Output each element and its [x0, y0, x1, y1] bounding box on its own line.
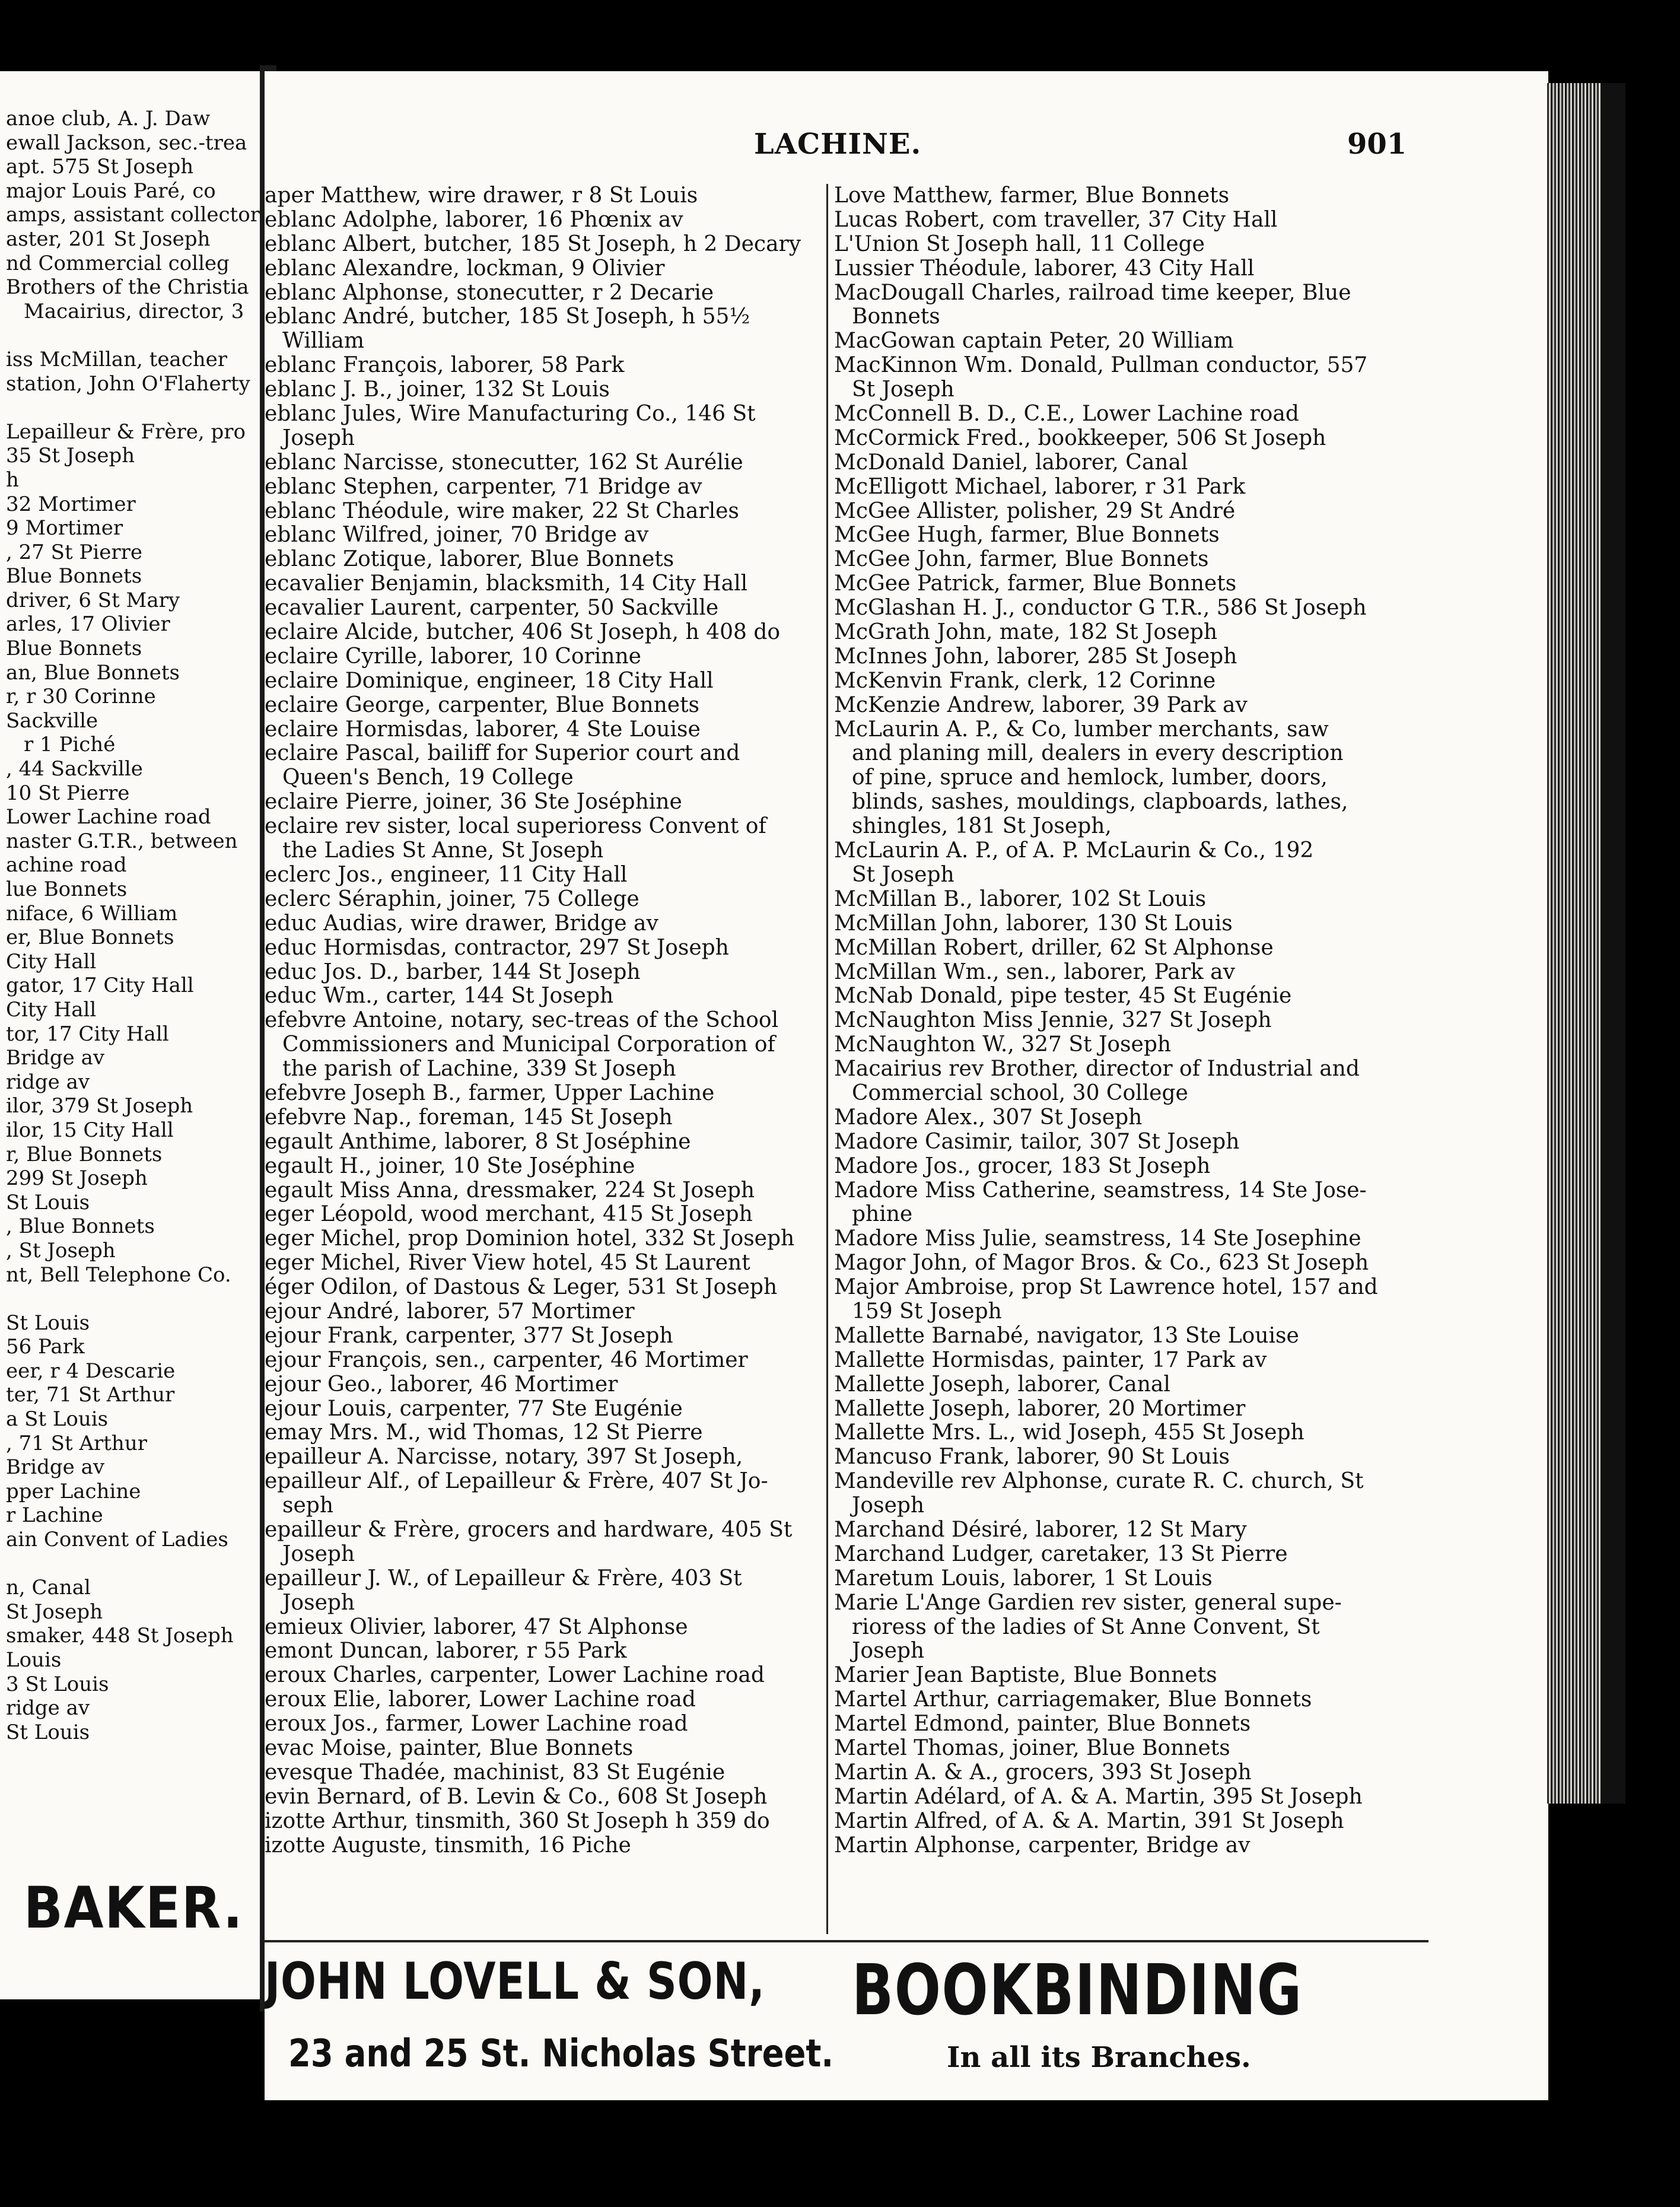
directory-entry-line: efebvre Antoine, notary, sec-treas of the School	[265, 1008, 779, 1033]
directory-entry-line: ecavalier Laurent, carpenter, 50 Sackville	[265, 596, 719, 621]
directory-entry-line: McGee Hugh, farmer, Blue Bonnets	[834, 523, 1220, 548]
directory-entry-line: the Ladies St Anne, St Joseph	[282, 838, 604, 863]
directory-entry-line: eclaire Dominique, engineer, 18 City Hall	[265, 668, 714, 693]
directory-entry-line: eclaire Cyrille, laborer, 10 Corinne	[265, 644, 641, 669]
book-edge-shadow	[1602, 83, 1625, 1804]
directory-entry-line: Lucas Robert, com traveller, 37 City Hall	[834, 207, 1278, 232]
directory-entry-line: eblanc François, laborer, 58 Park	[265, 353, 625, 378]
directory-entry-line: r, Blue Bonnets	[6, 1142, 163, 1166]
directory-entry-line: , 27 St Pierre	[6, 540, 142, 564]
directory-entry-line: 9 Mortimer	[6, 516, 123, 540]
directory-entry-line: Mallette Joseph, laborer, 20 Mortimer	[834, 1396, 1246, 1421]
directory-entry-line: an, Blue Bonnets	[6, 660, 180, 685]
directory-entry-line: evesque Thadée, machinist, 83 St Eugénie	[265, 1760, 726, 1785]
directory-entry-line: ewall Jackson, sec.-trea	[6, 131, 247, 155]
directory-entry-line: Martel Edmond, painter, Blue Bonnets	[834, 1712, 1251, 1737]
directory-entry-line: nd Commercial colleg	[6, 251, 230, 275]
directory-entry-line: pper Lachine	[6, 1479, 141, 1503]
column-divider	[826, 184, 828, 1934]
directory-entry-line: McKenvin Frank, clerk, 12 Corinne	[834, 668, 1216, 693]
directory-entry-line: of pine, spruce and hemlock, lumber, doors,	[852, 765, 1328, 790]
directory-entry-line: achine road	[6, 853, 127, 877]
directory-entry-line: aster, 201 St Joseph	[6, 227, 211, 251]
directory-entry-line: aper Matthew, wire drawer, r 8 St Louis	[265, 183, 698, 208]
directory-entry-line: Macairius rev Brother, director of Industrial and	[834, 1057, 1360, 1082]
directory-entry-line: Marie L'Ange Gardien rev sister, general supe-	[834, 1590, 1342, 1615]
directory-entry-line: and planing mill, dealers in every description	[852, 741, 1344, 766]
directory-entry-line: eblanc Adolphe, laborer, 16 Phœnix av	[265, 207, 683, 232]
directory-entry-line: ilor, 15 City Hall	[6, 1118, 174, 1142]
directory-entry-line: major Louis Paré, co	[6, 179, 216, 203]
directory-entry-line: Madore Miss Julie, seamstress, 14 Ste Josephine	[834, 1226, 1361, 1251]
directory-entry-line: Maretum Louis, laborer, 1 St Louis	[834, 1566, 1213, 1591]
directory-entry-line: Commissioners and Municipal Corporation of	[282, 1032, 775, 1057]
directory-entry-line: Macairius, director, 3	[24, 299, 244, 323]
directory-entry-line: McNaughton Miss Jennie, 327 St Joseph	[834, 1008, 1272, 1033]
directory-entry-line: anoe club, A. J. Daw	[6, 107, 211, 131]
directory-entry-line: er, Blue Bonnets	[6, 926, 174, 950]
directory-entry-line: lue Bonnets	[6, 877, 128, 901]
directory-entry-line: 159 St Joseph	[852, 1299, 1002, 1324]
directory-entry-line: , 44 Sackville	[6, 757, 143, 781]
directory-entry-line: Queen's Bench, 19 College	[282, 765, 574, 790]
directory-entry-line: Blue Bonnets	[6, 637, 142, 661]
directory-entry-line: driver, 6 St Mary	[6, 588, 180, 612]
directory-entry-line: éger Odilon, of Dastous & Leger, 531 St Joseph	[265, 1275, 778, 1300]
directory-entry-line: eblanc Alexandre, lockman, 9 Olivier	[265, 256, 665, 281]
directory-entry-line: Major Ambroise, prop St Lawrence hotel, 157 and	[834, 1275, 1378, 1300]
directory-entry-line: eblanc Albert, butcher, 185 St Joseph, h 2 Decary	[265, 231, 801, 256]
directory-entry-line: eroux Elie, laborer, Lower Lachine road	[265, 1687, 696, 1712]
directory-entry-line: McNaughton W., 327 St Joseph	[834, 1032, 1172, 1057]
directory-entry-line: McConnell B. D., C.E., Lower Lachine road	[834, 402, 1299, 427]
advertisement-publisher-address: 23 and 25 St. Nicholas Street.	[288, 2032, 834, 2076]
directory-entry-line: eblanc J. B., joiner, 132 St Louis	[265, 377, 610, 402]
directory-entry-line: epailleur Alf., of Lepailleur & Frère, 407 St Jo-	[265, 1469, 768, 1494]
directory-entry-line	[6, 323, 261, 348]
directory-entry-line: Mancuso Frank, laborer, 90 St Louis	[834, 1445, 1230, 1470]
directory-entry-line	[6, 1552, 261, 1576]
directory-entry-line: ecavalier Benjamin, blacksmith, 14 City Hall	[265, 571, 748, 596]
directory-entry-line: , Blue Bonnets	[6, 1214, 155, 1239]
directory-entry-line: eclaire rev sister, local superioress Convent of	[265, 814, 766, 839]
directory-entry-line: McMillan Robert, driller, 62 St Alphonse	[834, 935, 1274, 960]
directory-entry-line: Marchand Désiré, laborer, 12 St Mary	[834, 1517, 1247, 1542]
directory-entry-line: St Louis	[6, 1311, 90, 1335]
directory-entry-line: blinds, sashes, mouldings, clapboards, lathes,	[852, 790, 1348, 815]
directory-entry-line: MacKinnon Wm. Donald, Pullman conductor, 557	[834, 353, 1368, 378]
directory-entry-line: evac Moise, painter, Blue Bonnets	[265, 1736, 634, 1760]
directory-entry-line: 299 St Joseph	[6, 1166, 148, 1191]
directory-entry-line: the parish of Lachine, 339 St Joseph	[282, 1057, 676, 1082]
directory-entry-line: St Joseph	[852, 862, 954, 887]
directory-entry-line: eblanc André, butcher, 185 St Joseph, h 55½	[265, 304, 750, 329]
directory-entry-line: ejour François, sen., carpenter, 46 Mortimer	[265, 1347, 748, 1372]
directory-entry-line: McMillan Wm., sen., laborer, Park av	[834, 959, 1235, 984]
directory-entry-line: Martin Alphonse, carpenter, Bridge av	[834, 1833, 1251, 1858]
directory-entry-line: gator, 17 City Hall	[6, 974, 194, 998]
directory-entry-line	[6, 396, 261, 420]
directory-entry-line: McGrath John, mate, 182 St Joseph	[834, 620, 1218, 645]
directory-entry-line: egault Anthime, laborer, 8 St Joséphine	[265, 1129, 691, 1154]
directory-entry-line: eger Michel, prop Dominion hotel, 332 St Joseph	[265, 1226, 795, 1251]
directory-entry-line: emieux Olivier, laborer, 47 St Alphonse	[265, 1614, 688, 1639]
directory-entry-line: iss McMillan, teacher	[6, 347, 228, 371]
directory-entry-line: r 1 Piché	[24, 733, 116, 757]
directory-entry-line: Marchand Ludger, caretaker, 13 St Pierre	[834, 1541, 1288, 1566]
directory-entry-line: h	[6, 468, 19, 492]
directory-entry-line: izotte Auguste, tinsmith, 16 Piche	[265, 1833, 631, 1858]
directory-entry-line: William	[282, 329, 365, 354]
directory-entry-line: Mandeville rev Alphonse, curate R. C. church, St	[834, 1469, 1364, 1494]
directory-entry-line: Martel Arthur, carriagemaker, Blue Bonnets	[834, 1687, 1312, 1712]
directory-entry-line: eblanc Narcisse, stonecutter, 162 St Aurélie	[265, 450, 743, 475]
directory-entry-line: City Hall	[6, 997, 97, 1022]
directory-entry-line: MacDougall Charles, railroad time keeper, Blue	[834, 280, 1351, 305]
directory-entry-line: seph	[282, 1493, 334, 1518]
directory-entry-line: eblanc Théodule, wire maker, 22 St Charles	[265, 498, 739, 523]
directory-entry-line: McInnes John, laborer, 285 St Joseph	[834, 644, 1237, 669]
advertisement-bookbinding-title: BOOKBINDING	[852, 1949, 1303, 2031]
directory-entry-line: apt. 575 St Joseph	[6, 155, 194, 179]
directory-entry-line	[6, 1287, 261, 1311]
directory-entry-line: McCormick Fred., bookkeeper, 506 St Joseph	[834, 425, 1326, 450]
directory-entry-line: rioress of the ladies of St Anne Convent, St	[852, 1614, 1320, 1639]
directory-entry-line: educ Wm., carter, 144 St Joseph	[265, 984, 614, 1009]
directory-entry-line: emont Duncan, laborer, r 55 Park	[265, 1639, 627, 1664]
directory-entry-line: Joseph	[852, 1639, 925, 1664]
directory-entry-line: Mallette Joseph, laborer, Canal	[834, 1372, 1170, 1397]
directory-entry-line: egault Miss Anna, dressmaker, 224 St Joseph	[265, 1178, 755, 1203]
directory-entry-line: 32 Mortimer	[6, 492, 136, 516]
directory-entry-line: eger Léopold, wood merchant, 415 St Joseph	[265, 1202, 753, 1227]
directory-entry-line: amps, assistant collector	[6, 203, 260, 227]
advertisement-bookbinding-subtitle: In all its Branches.	[947, 2041, 1251, 2074]
directory-entry-line: eblanc Zotique, laborer, Blue Bonnets	[265, 547, 674, 572]
directory-entry-line: arles, 17 Olivier	[6, 612, 170, 637]
directory-entry-line: , St Joseph	[6, 1238, 116, 1262]
directory-entry-line: 10 St Pierre	[6, 781, 130, 805]
directory-entry-line: eclaire Pierre, joiner, 36 Ste Joséphine	[265, 790, 682, 815]
directory-entry-line: ejour Geo., laborer, 46 Mortimer	[265, 1372, 618, 1397]
directory-entry-line: 56 Park	[6, 1335, 85, 1359]
directory-entry-line: Joseph	[282, 1590, 355, 1615]
directory-entry-line: McElligott Michael, laborer, r 31 Park	[834, 474, 1246, 499]
directory-entry-line: egault H., joiner, 10 Ste Joséphine	[265, 1153, 635, 1178]
directory-entry-line: eblanc Stephen, carpenter, 71 Bridge av	[265, 474, 702, 499]
directory-entry-line: epailleur & Frère, grocers and hardware, 405 St	[265, 1517, 793, 1542]
directory-entry-line: McLaurin A. P., of A. P. McLaurin & Co., 192	[834, 838, 1314, 863]
directory-entry-line: 3 St Louis	[6, 1672, 109, 1696]
footer-rule	[265, 1940, 1428, 1942]
directory-entry-line: eclerc Jos., engineer, 11 City Hall	[265, 862, 628, 887]
directory-entry-line: Blue Bonnets	[6, 564, 142, 589]
directory-entry-line: St Joseph	[6, 1599, 103, 1624]
directory-entry-line: eroux Charles, carpenter, Lower Lachine road	[265, 1663, 765, 1688]
directory-entry-line: Martel Thomas, joiner, Blue Bonnets	[834, 1736, 1230, 1760]
directory-entry-line: McGee Allister, polisher, 29 St André	[834, 498, 1236, 523]
directory-entry-line: r Lachine	[6, 1503, 103, 1528]
directory-entry-line: niface, 6 William	[6, 901, 178, 926]
directory-entry-line: Commercial school, 30 College	[852, 1080, 1188, 1105]
directory-entry-line: McKenzie Andrew, laborer, 39 Park av	[834, 692, 1248, 717]
directory-entry-line: ilor, 379 St Joseph	[6, 1094, 193, 1118]
directory-entry-line: emay Mrs. M., wid Thomas, 12 St Pierre	[265, 1420, 703, 1445]
directory-entry-line: St Louis	[6, 1190, 90, 1214]
directory-entry-line: Louis	[6, 1648, 62, 1672]
directory-entry-line: ridge av	[6, 1070, 90, 1094]
directory-entry-line: ejour Frank, carpenter, 377 St Joseph	[265, 1323, 673, 1348]
directory-entry-line: Brothers of the Christia	[6, 275, 249, 300]
directory-entry-line: eroux Jos., farmer, Lower Lachine road	[265, 1712, 688, 1737]
directory-entry-line: McGlashan H. J., conductor G T.R., 586 St Joseph	[834, 596, 1367, 621]
directory-entry-line: McMillan B., laborer, 102 St Louis	[834, 886, 1207, 911]
directory-entry-line: Sackville	[6, 708, 98, 733]
directory-entry-line: educ Jos. D., barber, 144 St Joseph	[265, 959, 641, 984]
directory-entry-line: Lower Lachine road	[6, 805, 211, 829]
directory-entry-line: Marier Jean Baptiste, Blue Bonnets	[834, 1663, 1217, 1688]
directory-entry-line: McNab Donald, pipe tester, 45 St Eugénie	[834, 984, 1292, 1009]
directory-entry-line: St Louis	[6, 1720, 90, 1744]
directory-entry-line: r, r 30 Corinne	[6, 685, 156, 709]
directory-entry-line: Mallette Hormisdas, painter, 17 Park av	[834, 1347, 1267, 1372]
left-column	[265, 184, 817, 1858]
directory-entry-line: Madore Alex., 307 St Joseph	[834, 1105, 1143, 1130]
directory-entry-line: City Hall	[6, 949, 97, 974]
directory-entry-line: L'Union St Joseph hall, 11 College	[834, 231, 1205, 256]
directory-entry-line: educ Audias, wire drawer, Bridge av	[265, 911, 658, 936]
directory-entry-line: a St Louis	[6, 1407, 109, 1432]
directory-entry-line: eclaire Hormisdas, laborer, 4 Ste Louise	[265, 717, 701, 742]
right-column	[834, 184, 1428, 1858]
directory-entry-line: station, John O'Flaherty	[6, 371, 250, 396]
directory-entry-line: eblanc Wilfred, joiner, 70 Bridge av	[265, 523, 649, 548]
directory-entry-line: Love Matthew, farmer, Blue Bonnets	[834, 183, 1230, 208]
directory-entry-line: Mallette Barnabé, navigator, 13 Ste Louise	[834, 1323, 1299, 1348]
directory-entry-line: ain Convent of Ladies	[6, 1528, 228, 1552]
directory-entry-line: Magor John, of Magor Bros. & Co., 623 St Joseph	[834, 1251, 1369, 1276]
directory-entry-line: eclaire Alcide, butcher, 406 St Joseph, h 408 do	[265, 620, 781, 645]
directory-entry-line: Joseph	[282, 425, 355, 450]
page-number: 901	[1347, 128, 1407, 161]
previous-page-lines	[6, 107, 261, 1744]
directory-entry-line: Lepailleur & Frère, pro	[6, 419, 246, 444]
directory-entry-line: MacGowan captain Peter, 20 William	[834, 329, 1234, 354]
page-title: LACHINE.	[754, 128, 922, 161]
directory-entry-line: , 71 St Arthur	[6, 1431, 147, 1455]
directory-entry-line: Mallette Mrs. L., wid Joseph, 455 St Joseph	[834, 1420, 1304, 1445]
directory-entry-line: epailleur A. Narcisse, notary, 397 St Joseph,	[265, 1445, 743, 1470]
directory-entry-line: efebvre Nap., foreman, 145 St Joseph	[265, 1105, 673, 1130]
directory-entry-line: Martin Adélard, of A. & A. Martin, 395 St Joseph	[834, 1784, 1363, 1809]
directory-entry-line: ter, 71 St Arthur	[6, 1383, 175, 1407]
directory-entry-line: McGee Patrick, farmer, Blue Bonnets	[834, 571, 1237, 596]
directory-entry-line: McLaurin A. P., & Co, lumber merchants, saw	[834, 717, 1329, 742]
directory-entry-line: educ Hormisdas, contractor, 297 St Joseph	[265, 935, 729, 960]
directory-entry-line: McDonald Daniel, laborer, Canal	[834, 450, 1188, 475]
directory-entry-line: naster G.T.R., between	[6, 829, 238, 853]
directory-entry-line: Bridge av	[6, 1455, 105, 1480]
directory-entry-line: eclerc Séraphin, joiner, 75 College	[265, 886, 639, 911]
directory-entry-line: Bridge av	[6, 1046, 105, 1070]
directory-entry-line: eclaire Pascal, bailiff for Superior court and	[265, 741, 740, 766]
directory-entry-line: n, Canal	[6, 1576, 91, 1600]
directory-entry-line: eblanc Alphonse, stonecutter, r 2 Decarie	[265, 280, 714, 305]
directory-page	[265, 71, 1548, 2100]
directory-entry-line: phine	[852, 1202, 913, 1227]
directory-entry-line: eer, r 4 Descarie	[6, 1359, 176, 1383]
directory-entry-line: Joseph	[282, 1541, 355, 1566]
directory-entry-line: izotte Arthur, tinsmith, 360 St Joseph h 359 do	[265, 1808, 770, 1833]
directory-entry-line: evin Bernard, of B. Levin & Co., 608 St Joseph	[265, 1784, 768, 1809]
directory-entry-line: nt, Bell Telephone Co.	[6, 1262, 231, 1287]
directory-entry-line: 35 St Joseph	[6, 444, 135, 468]
directory-entry-line: Bonnets	[852, 304, 940, 329]
previous-page-fragment	[0, 71, 261, 1999]
directory-entry-line: eblanc Jules, Wire Manufacturing Co., 146 St	[265, 402, 756, 427]
directory-entry-line: Martin Alfred, of A. & A. Martin, 391 St Joseph	[834, 1808, 1344, 1833]
directory-entry-line: ridge av	[6, 1696, 90, 1721]
directory-entry-line: ejour André, laborer, 57 Mortimer	[265, 1299, 635, 1324]
directory-entry-line: ejour Louis, carpenter, 77 Ste Eugénie	[265, 1396, 683, 1421]
directory-entry-line: Madore Jos., grocer, 183 St Joseph	[834, 1153, 1211, 1178]
directory-entry-line: tor, 17 City Hall	[6, 1022, 169, 1046]
directory-entry-line: Madore Miss Catherine, seamstress, 14 Ste Jose-	[834, 1178, 1367, 1203]
directory-entry-line: Madore Casimir, tailor, 307 St Joseph	[834, 1129, 1240, 1154]
directory-entry-line: Joseph	[852, 1493, 925, 1518]
previous-page-advertisement: BAKER.	[24, 1875, 244, 1941]
directory-entry-line: McGee John, farmer, Blue Bonnets	[834, 547, 1209, 572]
directory-entry-line: smaker, 448 St Joseph	[6, 1624, 234, 1648]
directory-entry-line: epailleur J. W., of Lepailleur & Frère, 403 St	[265, 1566, 742, 1591]
directory-entry-line: Martin A. & A., grocers, 393 St Joseph	[834, 1760, 1252, 1785]
directory-entry-line: eclaire George, carpenter, Blue Bonnets	[265, 692, 700, 717]
directory-entry-line: McMillan John, laborer, 130 St Louis	[834, 911, 1233, 936]
directory-entry-line: eger Michel, River View hotel, 45 St Laurent	[265, 1251, 750, 1276]
advertisement-publisher-name: JOHN LOVELL & SON,	[265, 1952, 765, 2011]
directory-entry-line: St Joseph	[852, 377, 954, 402]
directory-entry-line: efebvre Joseph B., farmer, Upper Lachine	[265, 1080, 715, 1105]
directory-entry-line: Lussier Théodule, laborer, 43 City Hall	[834, 256, 1255, 281]
directory-entry-line: shingles, 181 St Joseph,	[852, 814, 1112, 839]
